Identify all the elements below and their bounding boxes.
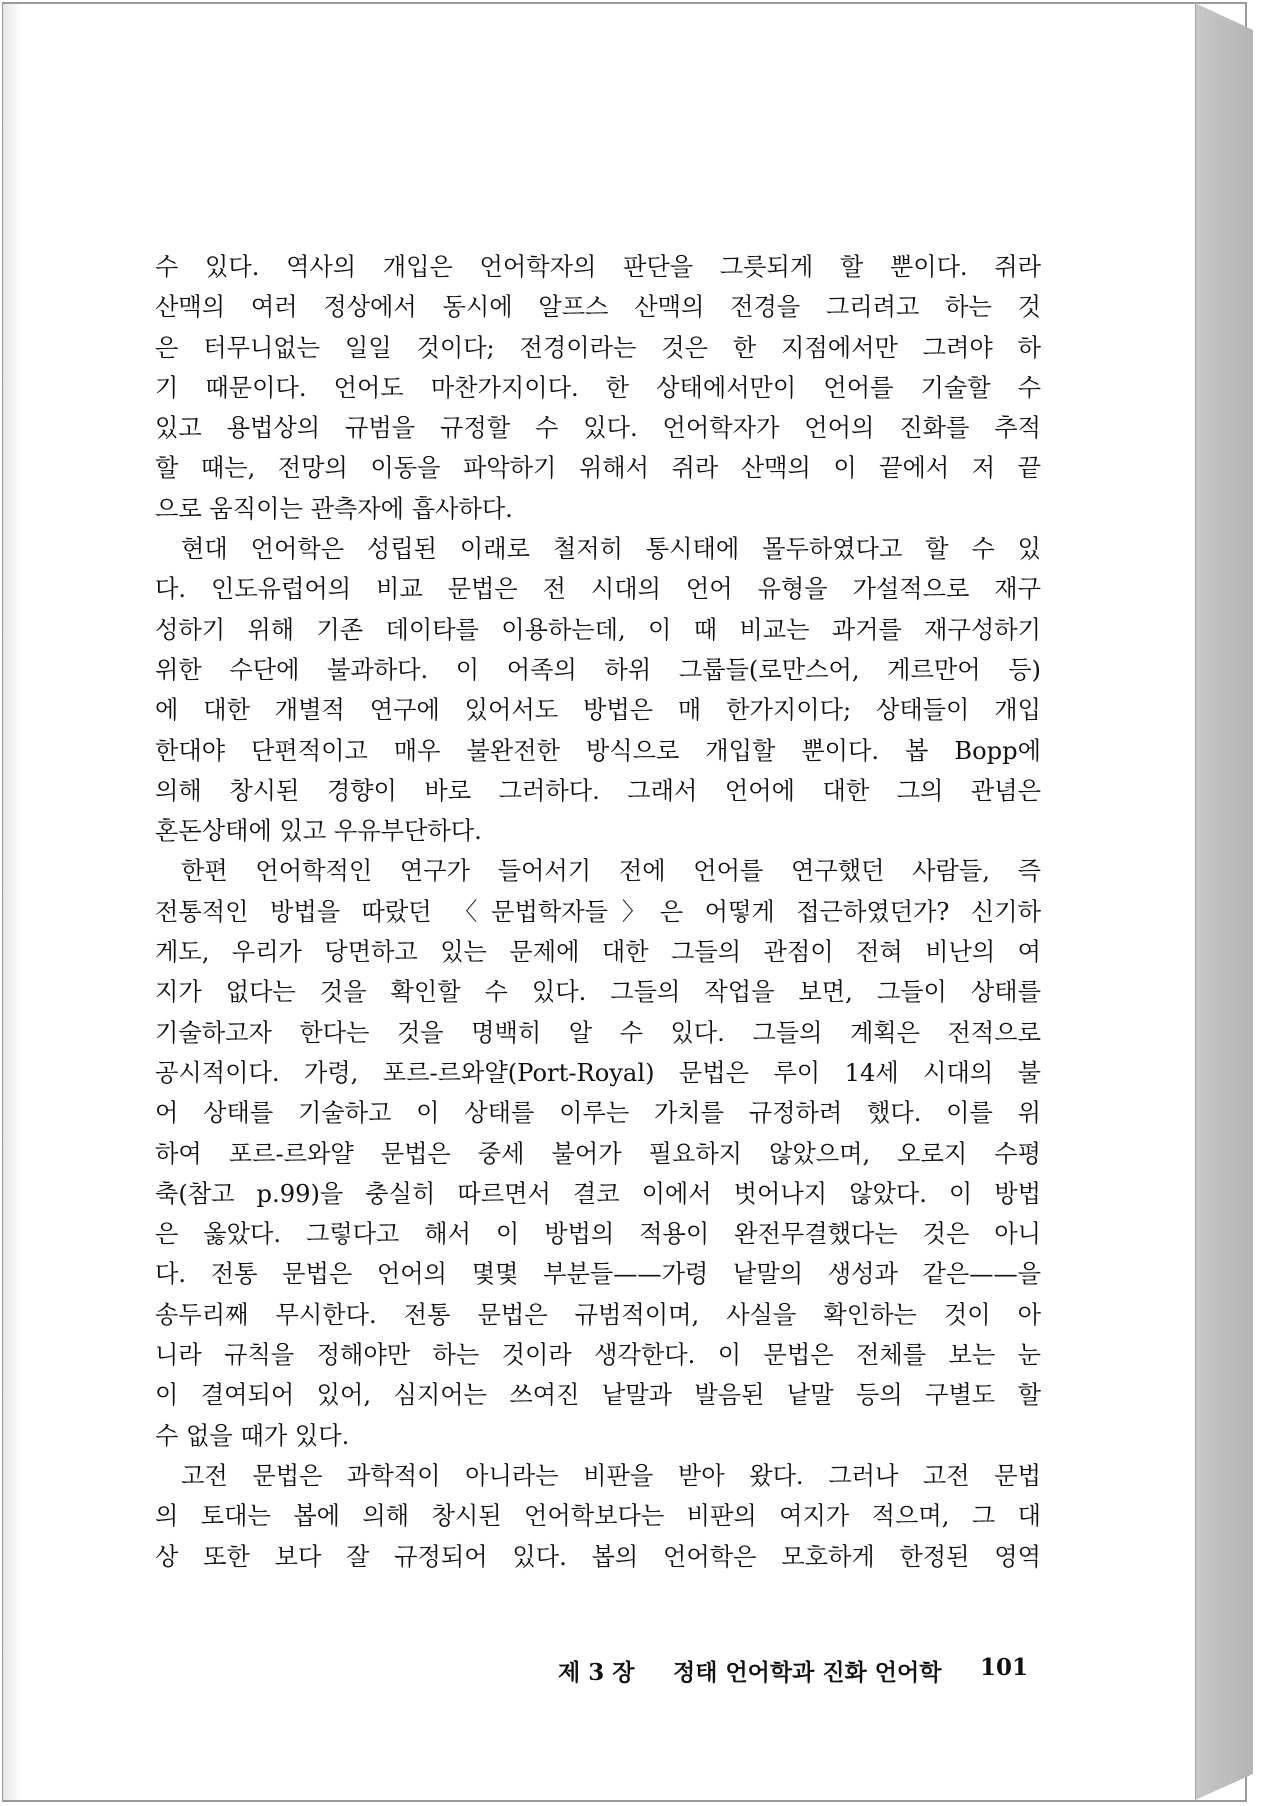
text-line: 고전 문법은 과학적이 아니라는 비판을 받아 왔다. 그러나 고전 문법	[181, 1461, 1041, 1490]
text-line: 지가 없다는 것을 확인할 수 있다. 그들의 작업을 보면, 그들이 상태를	[155, 978, 1041, 1007]
text-line: 어 상태를 기술하고 이 상태를 이루는 가치를 규정하려 했다. 이를 위	[155, 1099, 1041, 1128]
chapter-title: 정태 언어학과 진화 언어학	[673, 1659, 942, 1686]
text-line: 혼돈상태에 있고 우유부단하다.	[155, 817, 482, 846]
text-line: 현대 언어학은 성립된 이래로 철저히 통시태에 몰두하였다고 할 수 있	[181, 535, 1041, 564]
text-line: 산맥의 여러 정상에서 동시에 알프스 산맥의 전경을 그리려고 하는 것	[155, 293, 1041, 322]
text-line: 상 또한 보다 잘 규정되어 있다. 봅의 언어학은 모호하게 한정된 영역	[155, 1542, 1041, 1571]
text-line: 기술하고자 한다는 것을 명백히 알 수 있다. 그들의 계획은 전적으로	[155, 1018, 1041, 1047]
text-line: 수 없을 때가 있다.	[155, 1421, 350, 1450]
text-line: 은 터무니없는 일일 것이다; 전경이라는 것은 한 지점에서만 그려야 하	[155, 333, 1041, 362]
text-line: 기 때문이다. 언어도 마찬가지이다. 한 상태에서만이 언어를 기술할 수	[155, 373, 1041, 402]
paragraph	[155, 851, 1041, 1455]
text-line: 의 토대는 봅에 의해 창시된 언어학보다는 비판의 여지가 적으며, 그 대	[155, 1502, 1041, 1531]
text-line: 수 있다. 역사의 개입은 언어학자의 판단을 그릇되게 할 뿐이다. 쥐라	[155, 253, 1041, 281]
text-line: 다. 인도유럽어의 비교 문법은 전 시대의 언어 유형을 가설적으로 재구	[155, 575, 1041, 604]
text-line: 하여 포르-르와얄 문법은 중세 불어가 필요하지 않았으며, 오로지 수평	[155, 1139, 1041, 1168]
text-line: 위한 수단에 불과하다. 이 어족의 하위 그룹들(로만스어, 게르만어 등)	[155, 655, 1041, 684]
text-line: 송두리째 무시한다. 전통 문법은 규범적이며, 사실을 확인하는 것이 아	[155, 1300, 1041, 1329]
page-stack-edge	[1195, 3, 1253, 1800]
chapter-number: 제 3 장	[558, 1659, 635, 1686]
text-line: 할 때는, 전망의 이동을 파악하기 위해서 쥐라 산맥의 이 끝에서 저 끝	[155, 454, 1041, 483]
text-line: 성하기 위해 기존 데이타를 이용하는데, 이 때 비교는 과거를 재구성하기	[155, 615, 1041, 644]
paragraph	[155, 1456, 1041, 1577]
body-text	[155, 247, 1041, 1577]
text-line: 니라 규칙을 정해야만 하는 것이라 생각한다. 이 문법은 전체를 보는 눈	[155, 1341, 1041, 1370]
text-line: 한대야 단편적이고 매우 불완전한 방식으로 개입할 뿐이다. 봅 Bopp에	[155, 736, 1041, 765]
book-page	[3, 4, 1196, 1800]
paragraph	[155, 529, 1041, 851]
text-line: 한편 언어학적인 연구가 들어서기 전에 언어를 연구했던 사람들, 즉	[181, 857, 1041, 886]
text-line: 있고 용법상의 규범을 규정할 수 있다. 언어학자가 언어의 진화를 추적	[155, 414, 1041, 443]
running-footer	[558, 1654, 1028, 1687]
text-line: 축(참고 p.99)을 충실히 따르면서 결코 이에서 벗어나지 않았다. 이 방법	[155, 1179, 1041, 1208]
text-line: 은 옳았다. 그렇다고 해서 이 방법의 적용이 완전무결했다는 것은 아니	[155, 1220, 1041, 1249]
text-line: 이 결여되어 있어, 심지어는 쓰여진 낱말과 발음된 낱말 등의 구별도 할	[155, 1381, 1041, 1410]
text-line: 으로 움직이는 관측자에 흡사하다.	[155, 494, 513, 523]
text-line: 전통적인 방법을 따랐던 〈문법학자들〉은 어떻게 접근하였던가? 신기하	[155, 897, 1041, 926]
text-line: 의해 창시된 경향이 바로 그러하다. 그래서 언어에 대한 그의 관념은	[155, 776, 1041, 805]
text-line: 에 대한 개별적 연구에 있어서도 방법은 매 한가지이다; 상태들이 개입	[155, 696, 1041, 725]
text-line: 다. 전통 문법은 언어의 몇몇 부분들——가령 낱말의 생성과 같은——을	[155, 1260, 1041, 1289]
paragraph	[155, 247, 1041, 529]
page-number: 101	[979, 1654, 1028, 1681]
text-line: 공시적이다. 가령, 포르-르와얄(Port-Royal) 문법은 루이 14세 시대의 불	[155, 1058, 1041, 1087]
text-line: 게도, 우리가 당면하고 있는 문제에 대한 그들의 관점이 전혀 비난의 여	[155, 938, 1041, 967]
